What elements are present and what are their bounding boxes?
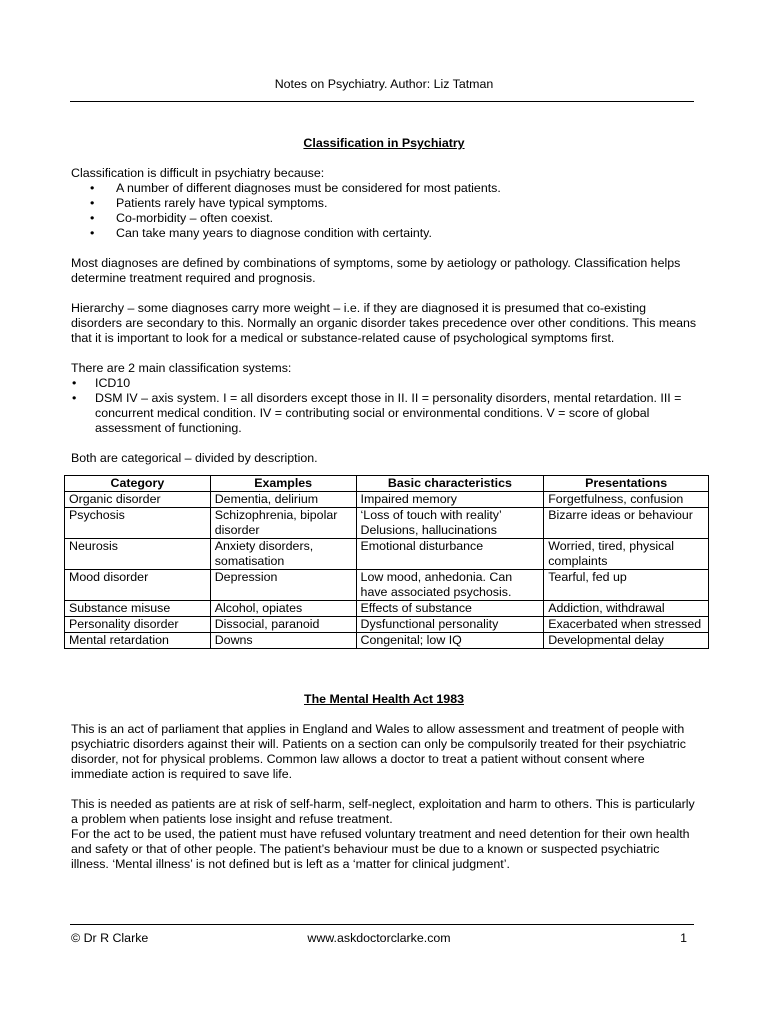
table-cell: Addiction, withdrawal [544,601,709,617]
hierarchy-paragraph: Hierarchy – some diagnoses carry more weight – i.e. if they are diagnosed it is presumed that co-existing disorders are secondary to this. Normally an organic disorder takes precedence over other conditions. This means that it is important to look for a medical or substance-related cause of psychological symptoms first. [71,301,697,345]
table-cell: Alcohol, opiates [210,601,356,617]
table-row [65,570,709,601]
reasons-list [71,181,697,241]
table-cell: Impaired memory [356,492,544,508]
column-header: Examples [210,476,356,492]
list-item: • Can take many years to diagnose condition with certainty. [90,226,432,240]
bullet-icon: • [72,376,77,390]
table-cell: Downs [210,633,356,649]
footer-copyright: © Dr R Clarke [71,931,149,945]
mha-paragraph-1: This is an act of parliament that applies in England and Wales to allow assessment and treatment of people with psychiatric disorders against their will. Patients on a section can only be compulsorily treated for their psychiatric disorder, not for physical problems. Common law allows a doctor to treat a patient without consent where immediate action is required to save life. [71,722,686,781]
footer-page-number: 1 [680,931,687,945]
column-header: Category [65,476,211,492]
table-cell: Tearful, fed up [544,570,709,601]
diagnoses-paragraph: Most diagnoses are defined by combinations of symptoms, some by aetiology or pathology. Classification helps determine treatment required and prognosis. [71,256,681,285]
table-cell: Mood disorder [65,570,211,601]
footer-url: www.askdoctorclarke.com [307,931,451,945]
table-row [65,601,709,617]
list-item: • Patients rarely have typical symptoms. [90,196,328,210]
header-rule [70,101,694,102]
mha-paragraph-3: For the act to be used, the patient must have refused voluntary treatment and need detention for their own health and safety or that of other people. The patient’s behaviour must be due to a known or suspected psychiatric illness. ‘Mental illness’ is not defined but is left as a ‘matter for clinical judgment’. [71,827,690,871]
systems-intro: There are 2 main classification systems: [71,361,292,375]
table-cell: Dementia, delirium [210,492,356,508]
table-cell: Psychosis [65,508,211,539]
table-cell: Mental retardation [65,633,211,649]
page-footer [71,931,687,947]
table-header-row [65,476,709,492]
bullet-icon: • [72,391,77,405]
table-cell: Effects of substance [356,601,544,617]
bullet-icon: • [90,181,95,195]
footer-rule [70,924,694,925]
list-item: • Co-morbidity – often coexist. [90,211,274,225]
table-row [65,617,709,633]
bullet-icon: • [90,196,95,210]
table-cell: Schizophrenia, bipolar disorder [210,508,356,539]
table-cell: Congenital; low IQ [356,633,544,649]
table-row [65,539,709,570]
table-cell: Organic disorder [65,492,211,508]
table-cell: Emotional disturbance [356,539,544,570]
table-cell: Depression [210,570,356,601]
categorical-note: Both are categorical – divided by description. [71,451,318,465]
page-content [69,136,702,872]
bullet-icon: • [90,211,95,225]
table-cell: Bizarre ideas or behaviour [544,508,709,539]
table-cell: ‘Loss of touch with reality’ Delusions, hallucinations [356,508,544,539]
table-cell: Neurosis [65,539,211,570]
table-cell: Exacerbated when stressed [544,617,709,633]
table-row [65,492,709,508]
classification-intro: Classification is difficult in psychiatry because: [71,166,325,180]
systems-list [71,376,697,436]
table-cell: Dysfunctional personality [356,617,544,633]
mha-paragraph-2: This is needed as patients are at risk of self-harm, self-neglect, exploitation and harm to others. This is particularly a problem when patients lose insight and refuse treatment. [71,797,695,826]
column-header: Presentations [544,476,709,492]
page-header: Notes on Psychiatry. Author: Liz Tatman [274,77,494,91]
table-cell: Forgetfulness, confusion [544,492,709,508]
table-cell: Dissocial, paranoid [210,617,356,633]
table-cell: Personality disorder [65,617,211,633]
table-cell: Anxiety disorders, somatisation [210,539,356,570]
table-cell: Developmental delay [544,633,709,649]
table-cell: Substance misuse [65,601,211,617]
classification-table [64,475,709,649]
table-cell: Low mood, anhedonia. Can have associated psychosis. [356,570,544,601]
table-cell: Worried, tired, physical complaints [544,539,709,570]
list-item: • ICD10 [72,376,131,390]
column-header: Basic characteristics [356,476,544,492]
bullet-icon: • [90,226,95,240]
section-title-classification: Classification in Psychiatry [303,136,465,150]
table-row [65,633,709,649]
list-item: • DSM IV – axis system. I = all disorders except those in II. II = personality disorders, mental retardation. III = concurrent medical condition. IV = contributing social or environmental conditions. V = score of global assessment of functioning. [72,391,682,435]
table-row [65,508,709,539]
list-item: • A number of different diagnoses must be considered for most patients. [90,181,501,195]
section-title-mental-health-act: The Mental Health Act 1983 [304,692,464,706]
